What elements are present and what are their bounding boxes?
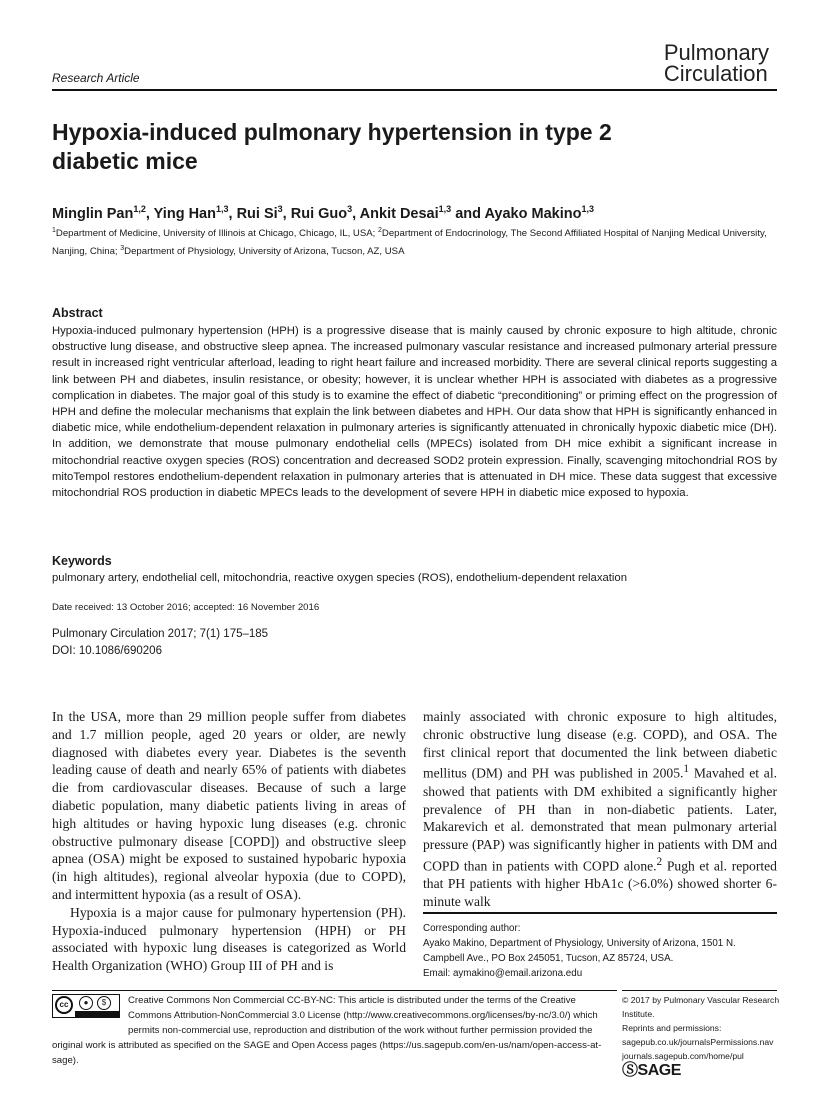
cc-by-nc-icon [52, 994, 120, 1018]
doi-link[interactable]: DOI: 10.1086/690206 [52, 645, 162, 657]
paper-title: Hypoxia-induced pulmonary hypertension in type 2 diabetic mice [52, 119, 612, 174]
abstract-heading: Abstract [52, 306, 103, 320]
paragraph: Hypoxia is a major cause for pulmonary hypertension (PH). Hypoxia-induced pulmonary hypertension (HPH) or PH associated with hypoxic lung diseases is categorized as World Health Organization (WHO) Group III of PH and is [52, 904, 406, 974]
author: Ayako Makino$^{1,3}$ [484, 204, 594, 222]
reference-link[interactable]: 2 [656, 855, 663, 868]
reference-link[interactable]: 1 [683, 763, 690, 776]
journal-citation: Pulmonary Circulation 2017; 7(1) 175–185 [52, 628, 269, 640]
body-column-right [423, 708, 777, 911]
corresponding-label: Corresponding author: [423, 923, 521, 934]
license-text: Creative Commons Non Commercial CC-BY-NC: This article is distributed under the terms of the Creative Commons Attribution-NonCommercial 3.0 License (http://www.creativecommons.org/licenses/by-nc/3.0/) which permits non-commercial use, reproduction and distribution of the work without further permission provided the original work is attributed as specified on the SAGE and Open Access pages (https://us.sagepub.com/en-us/nam/open-access-at-sage). [52, 995, 602, 1066]
badge-bar [75, 1011, 119, 1017]
corresponding-divider [423, 912, 777, 914]
corresponding-email[interactable]: Email: aymakino@email.arizona.edu [423, 968, 583, 979]
author: Rui Guo$^3$, [290, 204, 360, 222]
journal-name-line2: Circulation [663, 61, 768, 86]
cc-icon: cc [55, 996, 73, 1014]
license-block [52, 993, 617, 1068]
reprints-label: Reprints and permissions: [622, 1023, 722, 1033]
copyright-block [622, 993, 780, 1063]
copyright-text: © 2017 by Pulmonary Vascular Research Institute. [622, 995, 780, 1019]
journal-logo [664, 42, 769, 84]
affiliations: $^1$Department of Medicine, University of Illinois at Chicago, Chicago, IL, USA; $^2$Department of Endocrinology, The Second Affiliated Hospital of Nanjing Medical University, Nanjing, China; $^3$Department of Physiology, University of Arizona, Tucson, AZ, USA [52, 227, 767, 257]
permissions-link[interactable]: sagepub.co.uk/journalsPermissions.nav [622, 1037, 774, 1047]
nc-icon: $ [97, 996, 111, 1010]
corresponding-author [423, 921, 777, 981]
sage-logo [622, 1057, 681, 1080]
body-column-left [52, 708, 406, 975]
paragraph: mainly associated with chronic exposure to high altitudes, chronic obstructive lung disease (e.g. COPD), and OSA. The first clinical report that documented the link between diabetic mellitus (DM) and PH was published in 2005.$^1$ Mavahed et al. showed that patients with DM exhibited a significantly higher prevalence of PH than in non-diabetic patients. Later, Makarevich et al. demonstrated that mean pulmonary arterial pressure (PAP) was significantly higher in patients with DM and COPD than in patients with COPD alone.$^2$ Pugh et al. reported that PH patients with higher HbA1c (>6.0%) showed shorter 6-minute walk [423, 709, 777, 910]
keywords-heading: Keywords [52, 554, 112, 568]
article-type: Research Article [52, 71, 140, 85]
corresponding-address: Ayako Makino, Department of Physiology, University of Arizona, 1501 N. Campbell Ave., PO Box 245051, Tucson, AZ 85724, USA. [423, 938, 736, 964]
author: Minglin Pan$^{1,2}$, [52, 204, 154, 222]
author-list [52, 204, 594, 222]
journal-link[interactable]: journals.sagepub.com/home/pul [622, 1051, 744, 1061]
license-divider [52, 990, 617, 991]
citation [52, 626, 268, 660]
publisher-name: SAGE [637, 1062, 681, 1079]
sage-s-icon: Ⓢ [622, 1062, 638, 1079]
author: Ying Han$^{1,3}$, [153, 204, 237, 222]
dates: Date received: 13 October 2016; accepted: 16 November 2016 [52, 602, 320, 613]
copyright-divider [622, 990, 777, 991]
journal-name-line1: Pulmonary [663, 40, 769, 65]
abstract-text: Hypoxia-induced pulmonary hypertension (HPH) is a progressive disease that is mainly caused by chronic exposure to high altitude, chronic obstructive lung disease, and obstructive sleep apnea. The increased pulmonary vascular resistance and increased pulmonary arterial pressure result in increased right ventricular afterload, leading to right heart failure and increased morbidity. There are several clinical reports suggesting a link between PH and diabetes, insulin resistance, or obesity; however, it is unclear whether HPH is associated with diabetes as a progressive complication in diabetes. The major goal of this study is to examine the effect of diabetic “preconditioning” or priming effect on the progression of HPH and define the molecular mechanisms that explain the link between diabetes and HPH. Our data show that HPH is significantly enhanced in diabetic mice, while endothelium-dependent relaxation in pulmonary arteries is significantly attenuated in chronically hypoxic diabetic mice (DH). In addition, we demonstrate that mouse pulmonary endothelial cells (MPECs) isolated from DH mice exhibit a significant increase in mitochondrial reactive oxygen species (ROS) concentration and decreased SOD2 protein expression. Finally, scavenging mitochondrial ROS by mitoTempol restores endothelium-dependent relaxation in pulmonary arteries that is attenuated in DH mice. These data suggest that excessive mitochondrial ROS production in diabetic MPECs leads to the development of severe HPH in diabetic mice exposed to hypoxia. [52, 325, 777, 500]
keywords-text: pulmonary artery, endothelial cell, mitochondria, reactive oxygen species (ROS), endothelium-dependent relaxation [52, 572, 627, 584]
author: Ankit Desai$^{1,3}$ and [359, 204, 485, 222]
author: Rui Si$^3$, [236, 204, 291, 222]
by-icon: ● [79, 996, 93, 1010]
header-divider [52, 89, 777, 91]
paragraph: In the USA, more than 29 million people suffer from diabetes and 1.7 million people, aged 20 years or older, are newly diagnosed with diabetes every year. Diabetes is the seventh leading cause of death and nearly 65% of patients with diabetes die from cardiovascular diseases. Because of such a large diabetic population, many diabetic patients living in areas of high altitudes or having hypoxic lung diseases (e.g. chronic obstructive pulmonary disease [COPD]) and obstructive sleep apnea (OSA) might be exposed to sustained hypobaric hypoxia (in high altitudes), regional alveolar hypoxia (due to COPD), and intermittent hypoxia (as a result of OSA). [52, 709, 406, 902]
